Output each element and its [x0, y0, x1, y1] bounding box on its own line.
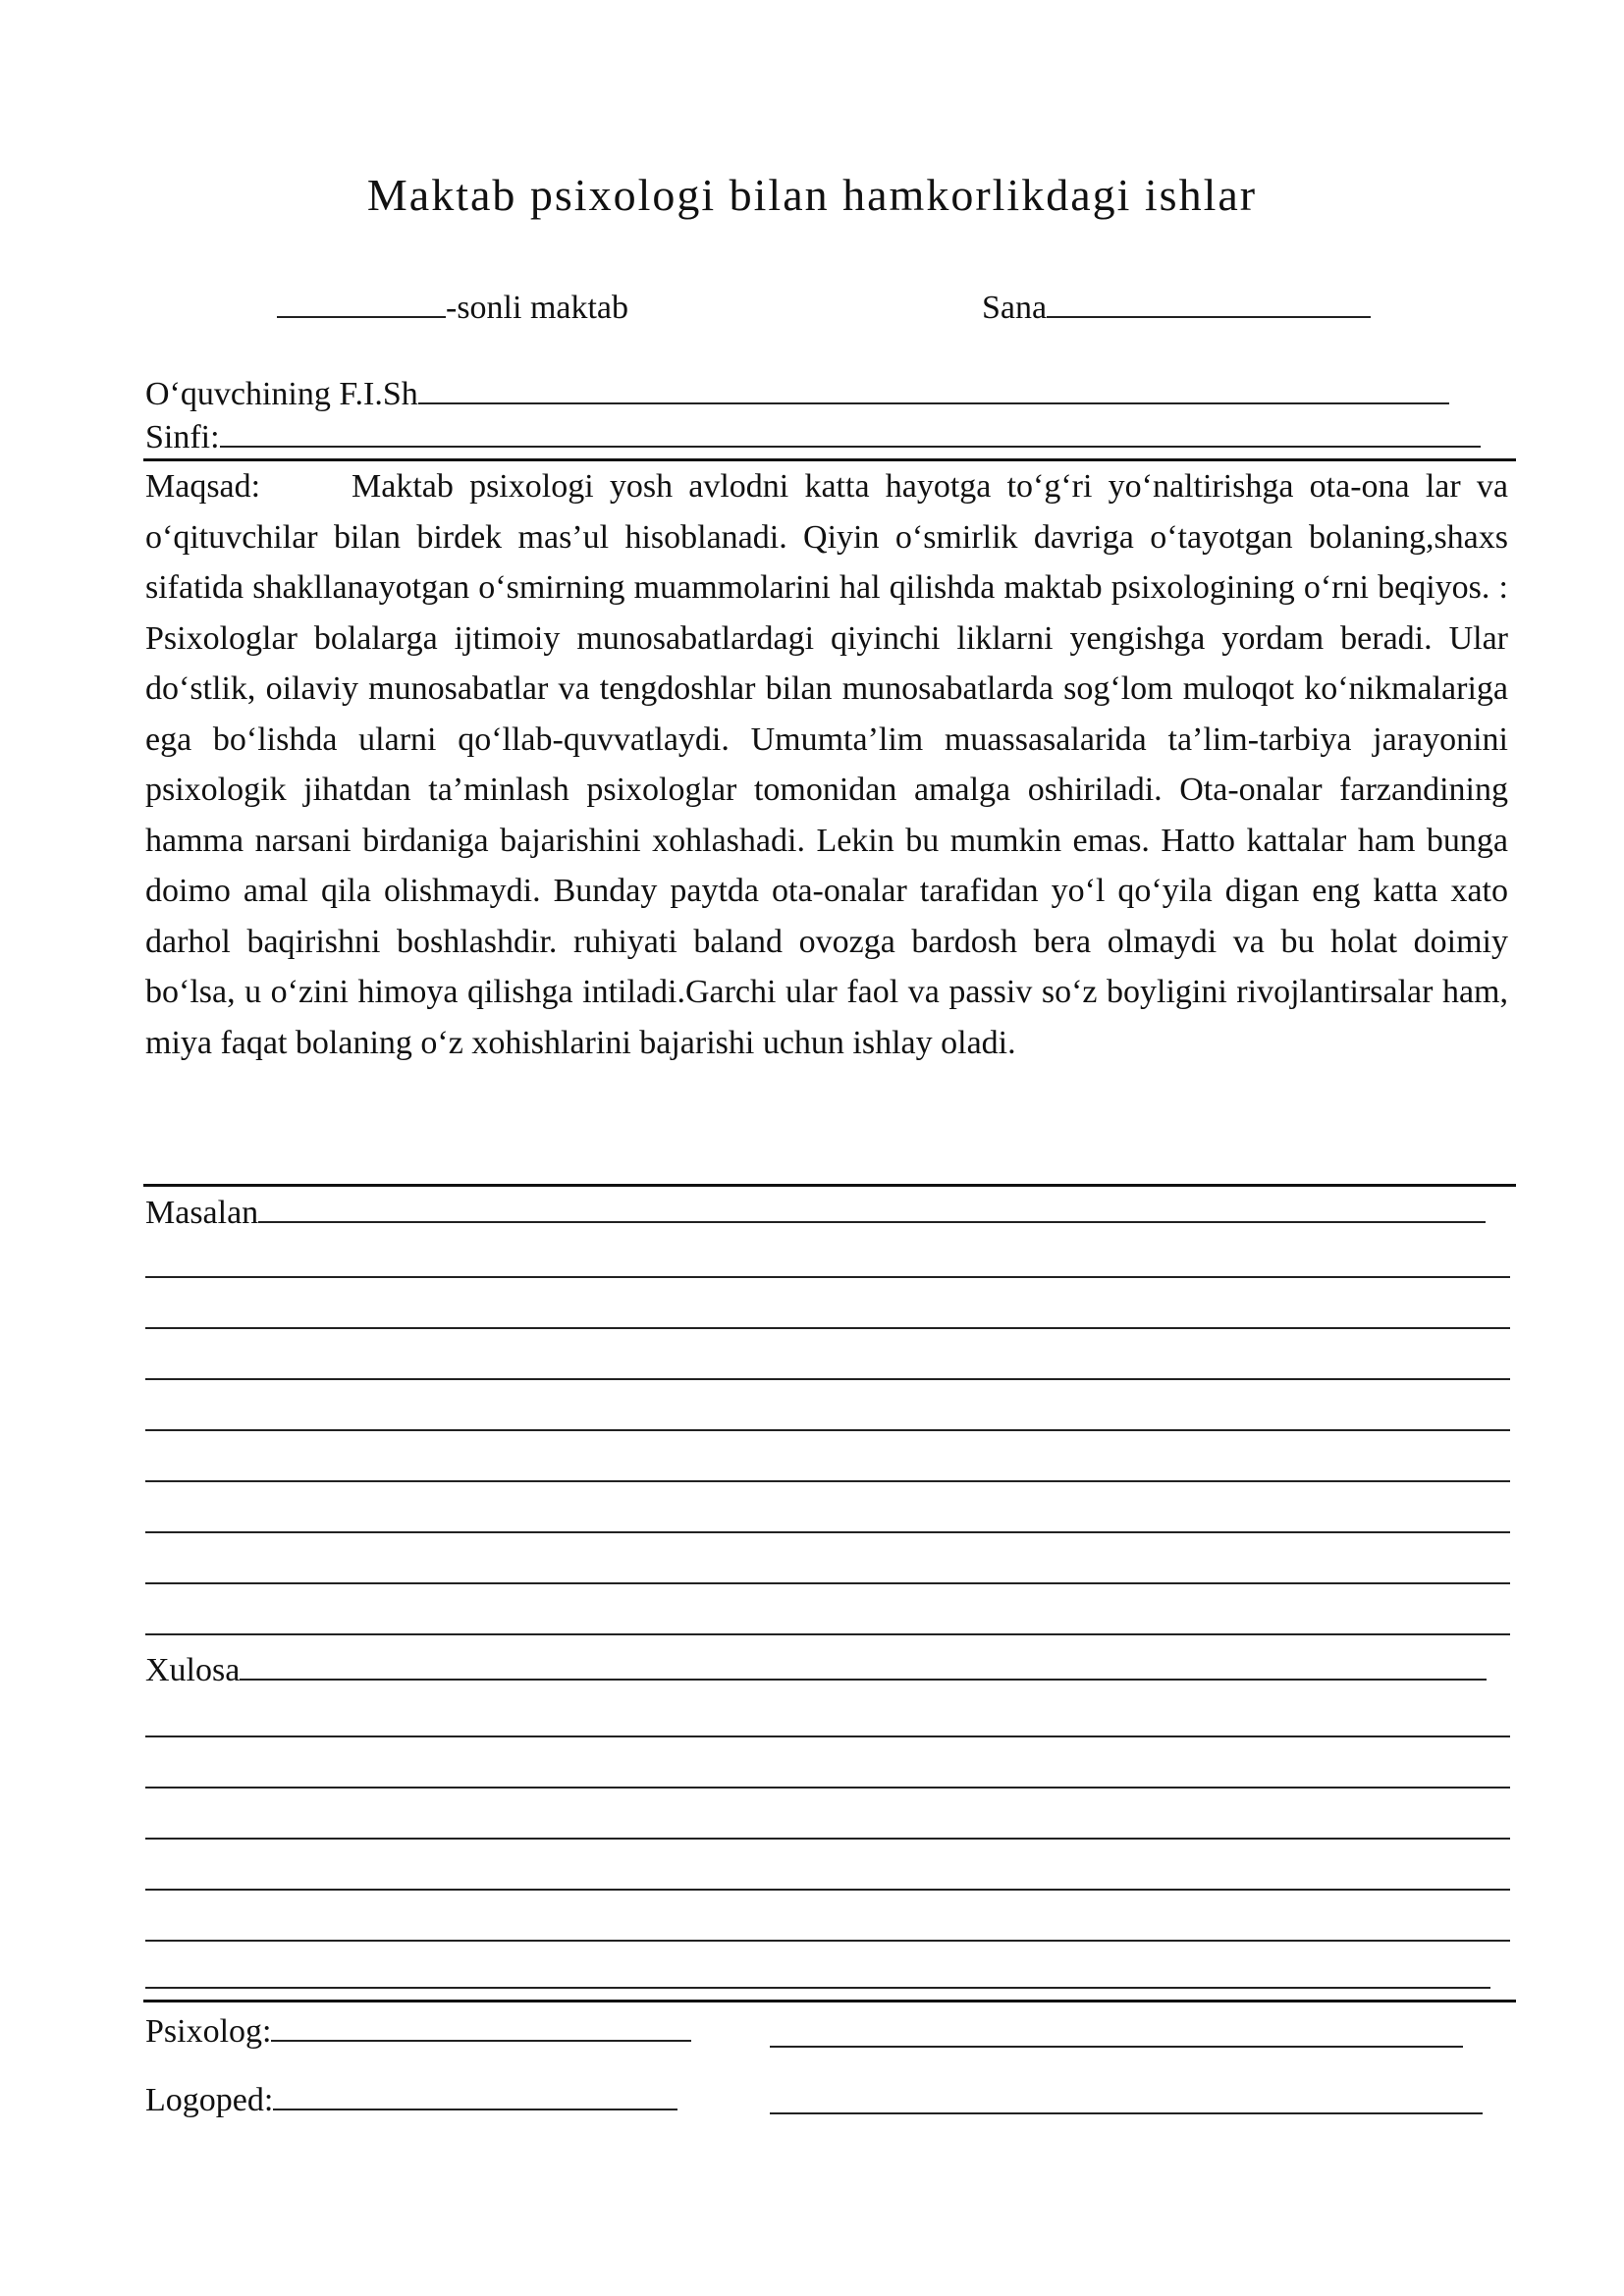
student-name-blank[interactable]: [418, 373, 1449, 404]
section-divider-bottom: [143, 2000, 1516, 2002]
goal-label: Maqsad:: [145, 468, 261, 505]
psychologist-signature-line[interactable]: [770, 2046, 1463, 2048]
conclusion-field[interactable]: [145, 1649, 1487, 1690]
goal-paragraph: [145, 461, 1508, 1068]
example-line-3[interactable]: [145, 1378, 1510, 1380]
student-class-field[interactable]: [145, 416, 1481, 457]
example-line-7[interactable]: [145, 1582, 1510, 1584]
conclusion-line-1[interactable]: [145, 1735, 1510, 1737]
school-number-blank[interactable]: [277, 287, 446, 318]
example-blank[interactable]: [258, 1192, 1486, 1223]
example-line-4[interactable]: [145, 1429, 1510, 1431]
psychologist-signature-field[interactable]: [145, 2010, 691, 2052]
speech-therapist-name-blank[interactable]: [273, 2079, 677, 2110]
student-class-label: Sinfi:: [145, 419, 220, 455]
school-suffix-label: -sonli maktab: [446, 290, 629, 326]
example-line-2[interactable]: [145, 1327, 1510, 1329]
example-line-8[interactable]: [145, 1633, 1510, 1635]
date-field[interactable]: [982, 287, 1371, 328]
student-name-field[interactable]: [145, 373, 1449, 414]
example-line-6[interactable]: [145, 1531, 1510, 1533]
example-line-5[interactable]: [145, 1480, 1510, 1482]
conclusion-line-4[interactable]: [145, 1889, 1510, 1891]
student-name-label: O‘quvchining F.I.Sh: [145, 376, 418, 412]
speech-therapist-signature-line[interactable]: [770, 2112, 1483, 2114]
conclusion-line-3[interactable]: [145, 1838, 1510, 1840]
psychologist-name-blank[interactable]: [271, 2010, 691, 2042]
date-blank[interactable]: [1047, 287, 1371, 318]
student-class-blank[interactable]: [220, 416, 1481, 448]
conclusion-label: Xulosa: [145, 1652, 241, 1688]
page-title: Maktab psixologi bilan hamkorlikdagi ishlar: [366, 170, 1258, 220]
date-label: Sana: [982, 290, 1048, 326]
psychologist-label: Psixolog:: [145, 2013, 272, 2050]
example-field[interactable]: [145, 1192, 1486, 1233]
example-label: Masalan: [145, 1195, 259, 1231]
example-line-1[interactable]: [145, 1276, 1510, 1278]
section-divider-goal: [143, 1184, 1516, 1187]
conclusion-line-2[interactable]: [145, 1787, 1510, 1789]
speech-therapist-signature-field[interactable]: [145, 2079, 677, 2120]
school-number-field[interactable]: [277, 287, 628, 328]
speech-therapist-label: Logoped:: [145, 2082, 274, 2118]
conclusion-blank[interactable]: [240, 1649, 1487, 1681]
conclusion-line-6[interactable]: [145, 1987, 1490, 1989]
goal-text: Maktab psixologi yosh avlodni katta hayotga to‘g‘ri yo‘naltirishga ota-ona lar va o‘qituvchilar bilan birdek mas’ul hisoblanadi. Qiyin o‘smirlik davriga o‘tayotgan bolaning,shaxs sifatida shakllanayotgan o‘smirning muammolarini hal qilishda maktab psixologining o‘rni beqiyos. : Psixologlar bolalarga ijtimoiy munosabatlardagi qiyinchi liklarni yengishga yordam beradi. Ular do‘stlik, oilaviy munosabatlar va tengdoshlar bilan munosabatlarda sog‘lom muloqot ko‘nikmalariga ega bo‘lishda ularni qo‘llab-quvvatlaydi. Umumta’lim muassasalarida ta’lim-tarbiya jarayonini psixologik jihatdan ta’minlash psixologlar tomonidan amalga oshiriladi. Ota-onalar farzandining hamma narsani birdaniga bajarishini xohlashadi. Lekin bu mumkin emas. Hatto kattalar ham bunga doimo amal qila olishmaydi. Bunday paytda ota-onalar tarafidan yo‘l qo‘yila digan eng katta xato darhol baqirishni boshlashdir. ruhiyati baland ovozga bardosh bera olmaydi va bu holat doimiy bo‘lsa, u o‘zini himoya qilishga intiladi.Garchi ular faol va passiv so‘z boyligini rivojlantirsalar ham, miya faqat bolaning o‘z xohishlarini bajarishi uchun ishlay oladi.: [145, 468, 1508, 1061]
conclusion-line-5[interactable]: [145, 1940, 1510, 1942]
